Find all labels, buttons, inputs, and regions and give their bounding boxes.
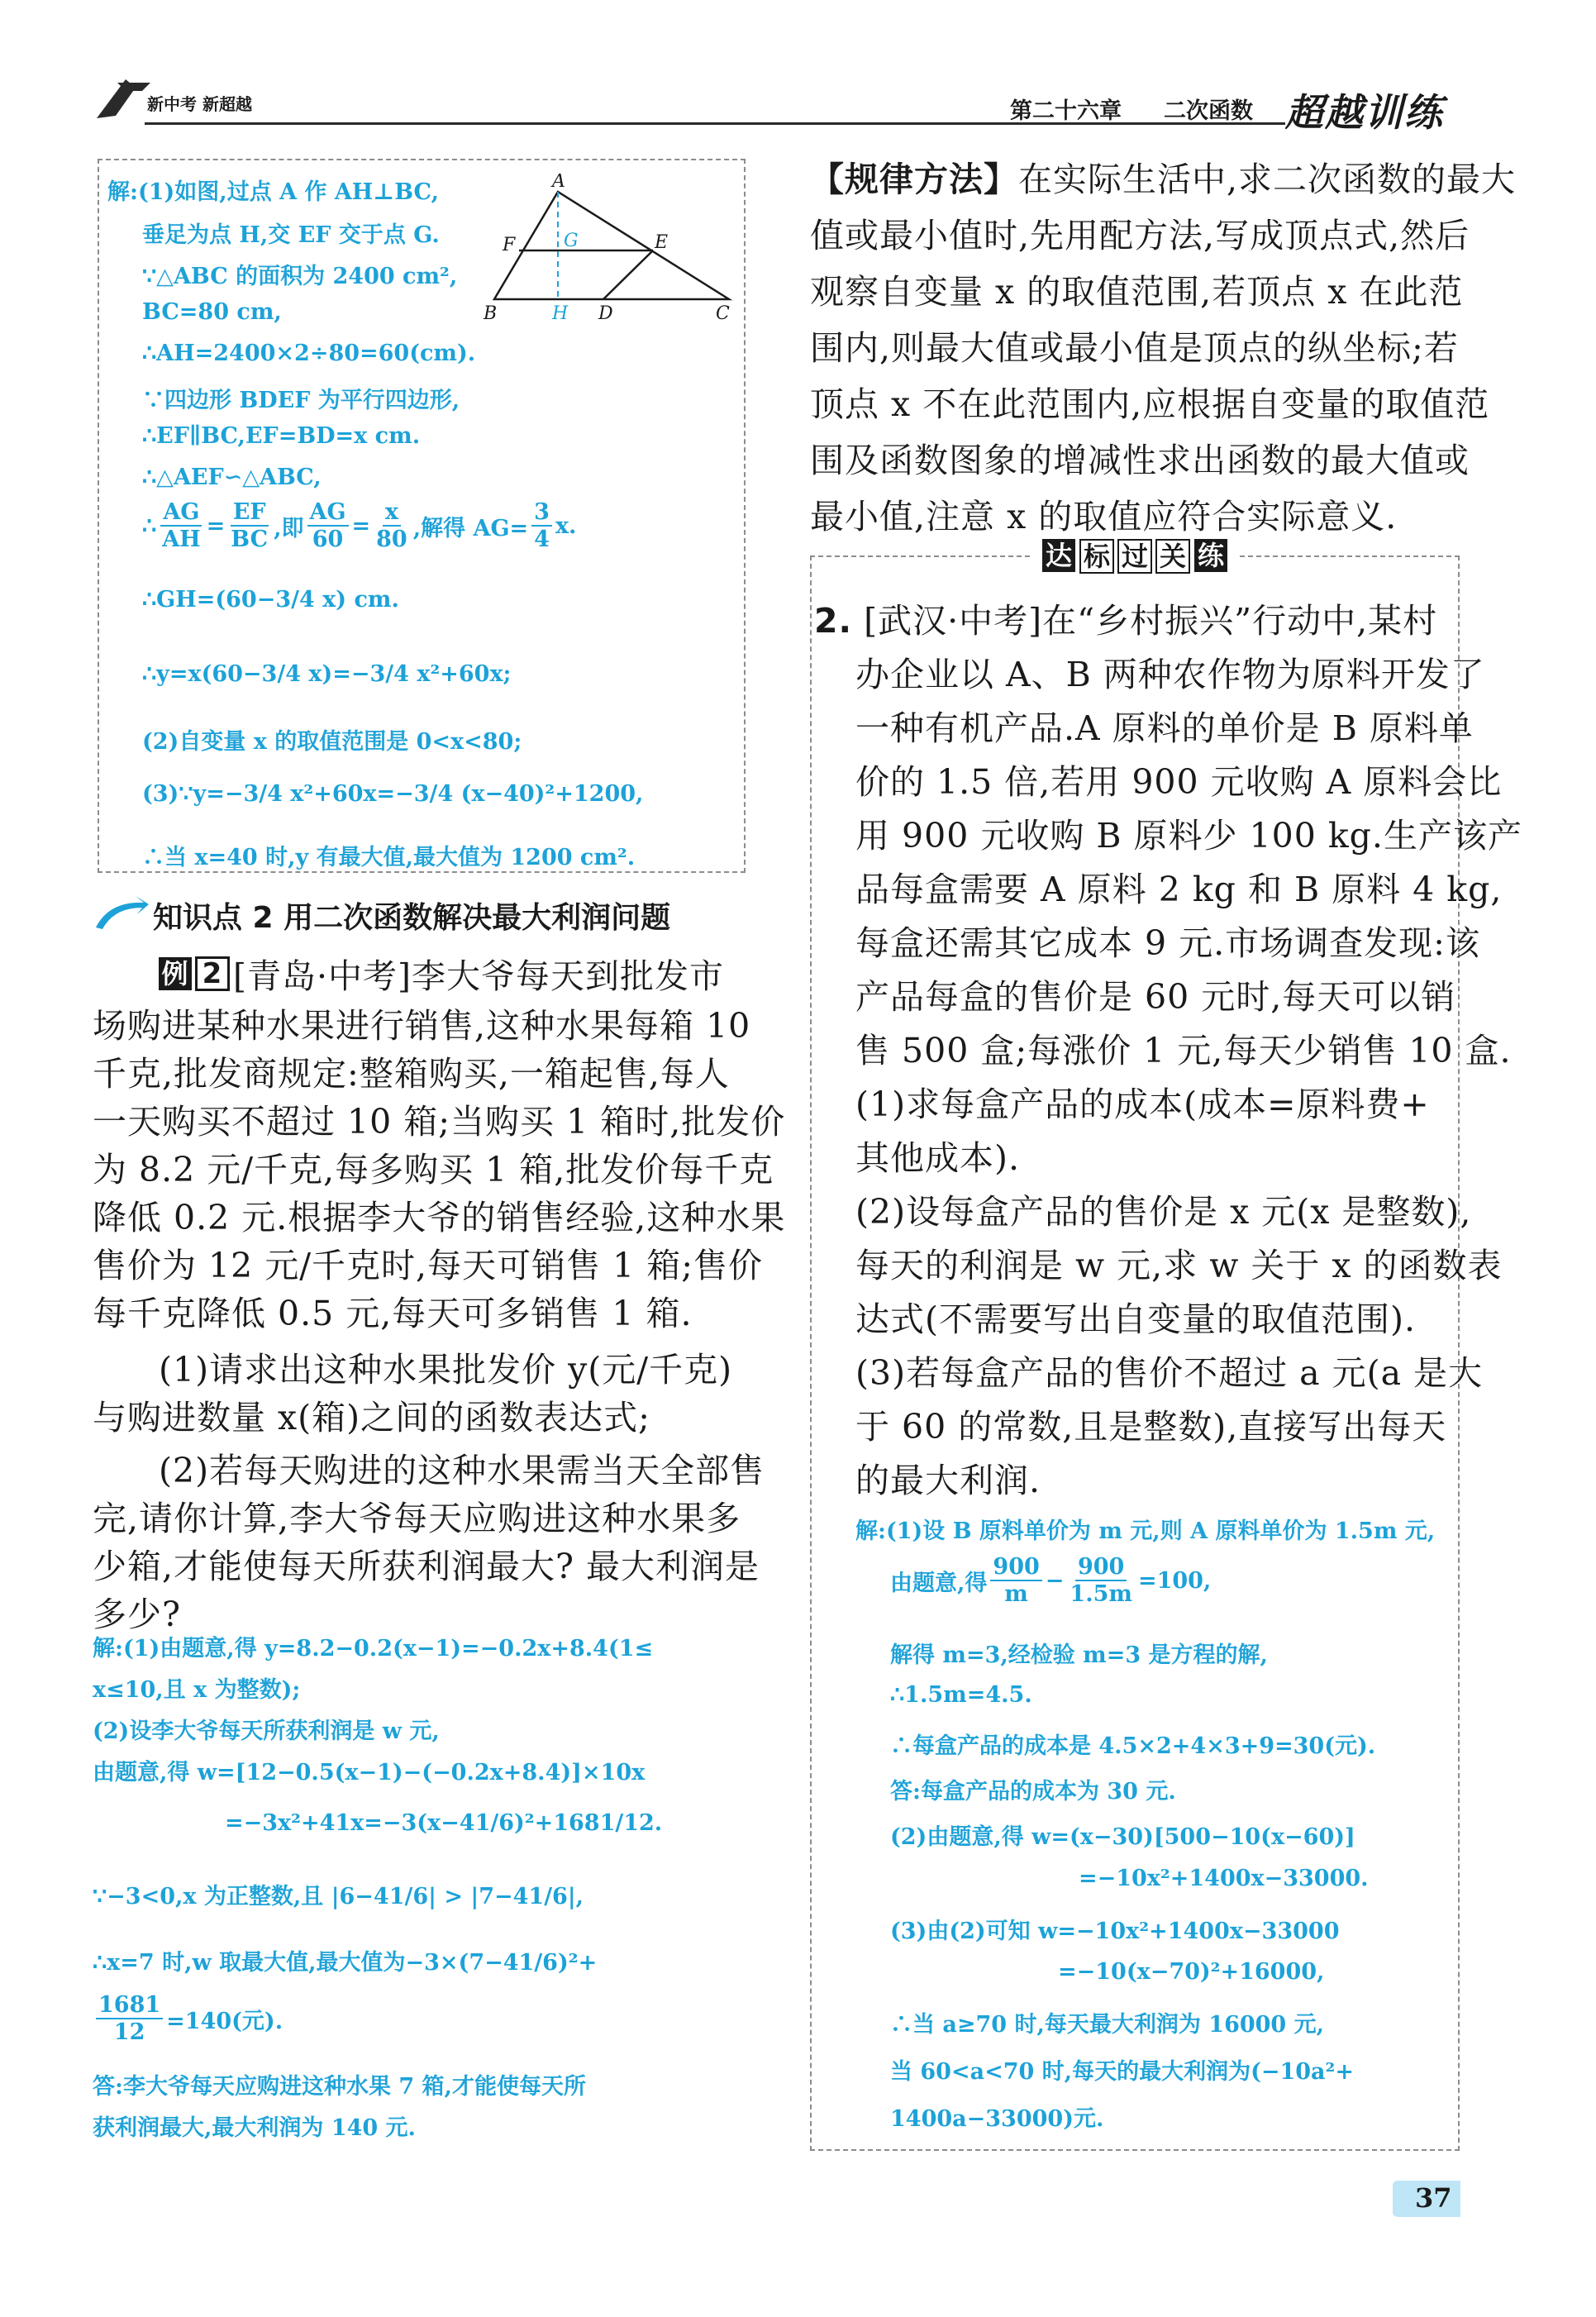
sol1-line-13: ∴当 x=40 时,y 有最大值,最大值为 1200 cm². bbox=[142, 845, 636, 870]
sol2-line-7: ∴x=7 时,w 取最大值,最大值为−3×(7−41/6)²+ bbox=[93, 1950, 598, 1976]
label-g: G bbox=[564, 231, 579, 251]
label-f: F bbox=[503, 235, 516, 255]
sol3-line-8: (2)由题意,得 w=(x−30)[500−10(x−60)] bbox=[890, 1824, 1355, 1850]
sol2-line-2: x≤10,且 x 为整数); bbox=[93, 1677, 301, 1703]
example-first-line: 例 2 [青岛·中考]李大爷每天到批发市 bbox=[159, 949, 724, 998]
q2-line-3: 一种有机产品.A 原料的单价是 B 原料单 bbox=[855, 708, 1474, 748]
sol1-line-10: ∴y=x(60−3/4 x)=−3/4 x²+60x; bbox=[142, 661, 512, 687]
example-line-3: 千克,批发商规定:整箱购买,一箱起售,每人 bbox=[93, 1054, 730, 1094]
q2-line-14: 达式(不需要写出自变量的取值范围). bbox=[855, 1299, 1417, 1339]
q2-line-2: 办企业以 A、B 两种农作物为原料开发了 bbox=[855, 655, 1485, 694]
q2-line-11: 其他成本). bbox=[855, 1138, 1021, 1178]
sol3-line-5: ∴1.5m=4.5. bbox=[890, 1682, 1032, 1708]
sol2-line-1: 解:(1)由题意,得 y=8.2−0.2(x−1)=−0.2x+8.4(1≤ bbox=[93, 1636, 654, 1661]
sol1-ratio-line: ∴ $\frac{AG}{AH}$ = $\frac{EF}{BC}$ ,即 $\frac{AG}{60}$ = $\frac{x}{80}$ ,解得 AG= $\frac{3}{4}$ x. bbox=[142, 499, 577, 552]
practice-title bbox=[1033, 539, 1236, 574]
practice-char-2: 标 bbox=[1079, 539, 1114, 574]
example-line-4: 一天购买不超过 10 箱;当购买 1 箱时,批发价 bbox=[93, 1102, 786, 1142]
method-title: 【规律方法】 bbox=[810, 160, 1018, 199]
label-c: C bbox=[716, 303, 730, 322]
method-line-3: 观察自变量 x 的取值范围,若顶点 x 在此范 bbox=[810, 272, 1464, 312]
method-line-1: 【规律方法】在实际生活中,求二次函数的最大 bbox=[810, 160, 1517, 199]
label-b: B bbox=[484, 303, 498, 322]
sol1-line-12: (3)∵y=−3/4 x²+60x=−3/4 (x−40)²+1200, bbox=[142, 781, 644, 807]
knowledge-arrow-icon bbox=[93, 894, 150, 931]
sol1-line-2: 垂足为点 H,交 EF 交于点 G. bbox=[142, 222, 440, 248]
header-chapter-title: 二次函数 bbox=[1164, 98, 1253, 124]
example-line-2: 场购进某种水果进行销售,这种水果每箱 10 bbox=[93, 1006, 751, 1046]
sol1-line-3: ∵△ABC 的面积为 2400 cm², bbox=[142, 264, 458, 289]
sol3-line-1: 解:(1)设 B 原料单价为 m 元,则 A 原料单价为 1.5m 元, bbox=[855, 1518, 1436, 1544]
sol1-line-4: BC=80 cm, bbox=[142, 299, 282, 325]
q2-line-9: 售 500 盒;每涨价 1 元,每天少销售 10 盒. bbox=[855, 1031, 1512, 1070]
sol3-line-6: ∴每盒产品的成本是 4.5×2+4×3+9=30(元). bbox=[890, 1733, 1376, 1759]
q2-line-1: 2. [武汉·中考]在“乡村振兴”行动中,某村 bbox=[814, 601, 1438, 641]
q2-line-16: 于 60 的常数,且是整数),直接写出每天 bbox=[855, 1407, 1447, 1447]
q2-line-8: 产品每盒的售价是 60 元时,每天可以销 bbox=[855, 977, 1456, 1017]
label-d: D bbox=[598, 303, 613, 322]
example-line-6: 降低 0.2 元.根据李大爷的销售经验,这种水果 bbox=[93, 1198, 786, 1237]
sol2-frac-line: $\frac{1681}{12}$ =140(元). bbox=[93, 1994, 283, 2043]
example-number: 2 bbox=[195, 956, 230, 991]
q2-number: 2. bbox=[814, 601, 853, 641]
sol1-line-11: (2)自变量 x 的取值范围是 0<x<80; bbox=[142, 729, 522, 755]
sol3-line-13: 当 60<a<70 时,每天的最大利润为(−10a²+ bbox=[890, 2059, 1355, 2085]
sol2-line-5: =−3x²+41x=−3(x−41/6)²+1681/12. bbox=[225, 1810, 663, 1836]
label-e: E bbox=[655, 232, 669, 253]
sol1-line-6: ∵四边形 BDEF 为平行四边形, bbox=[142, 388, 460, 413]
example-line-13: 少箱,才能使每天所获利润最大? 最大利润是 bbox=[93, 1547, 760, 1586]
label-h: H bbox=[552, 303, 569, 322]
example-tag: 例 bbox=[159, 957, 192, 990]
sol1-line-9: ∴GH=(60−3/4 x) cm. bbox=[142, 587, 399, 613]
label-a: A bbox=[552, 174, 565, 192]
example-line-10: 与购进数量 x(箱)之间的函数表达式; bbox=[93, 1398, 650, 1437]
sol2-line-9: 答:李大爷每天应购进这种水果 7 箱,才能使每天所 bbox=[93, 2074, 586, 2100]
sol3-line-4: 解得 m=3,经检验 m=3 是方程的解, bbox=[890, 1642, 1268, 1668]
example-line-14: 多少? bbox=[93, 1595, 181, 1634]
method-line-4: 围内,则最大值或最小值是顶点的纵坐标;若 bbox=[810, 328, 1459, 368]
sol2-line-3: (2)设李大爷每天所获利润是 w 元, bbox=[93, 1719, 440, 1744]
sol3-line-14: 1400a−33000)元. bbox=[890, 2106, 1104, 2132]
practice-char-1: 达 bbox=[1042, 539, 1075, 572]
example-line-8: 每千克降低 0.5 元,每天可多销售 1 箱. bbox=[93, 1294, 693, 1333]
method-line-2: 值或最小值时,先用配方法,写成顶点式,然后 bbox=[810, 216, 1470, 255]
page-number: 37 bbox=[1415, 2182, 1452, 2214]
sol3-line-9: =−10x²+1400x−33000. bbox=[1079, 1866, 1369, 1891]
example-line-9: (1)请求出这种水果批发价 y(元/千克) bbox=[159, 1350, 733, 1390]
knowledge-title: 知识点 2 用二次函数解决最大利润问题 bbox=[153, 901, 671, 935]
practice-char-5: 练 bbox=[1194, 539, 1227, 572]
method-line-6: 围及函数图象的增减性求出函数的最大值或 bbox=[810, 441, 1470, 480]
sol1-line-7: ∴EF∥BC,EF=BD=x cm. bbox=[142, 423, 421, 449]
q2-line-5: 用 900 元收购 B 原料少 100 kg.生产该产 bbox=[855, 816, 1522, 856]
method-line-5: 顶点 x 不在此范围内,应根据自变量的取值范 bbox=[810, 384, 1490, 424]
sol2-line-6: ∵−3<0,x 为正整数,且 |6−41/6| > |7−41/6|, bbox=[93, 1884, 584, 1909]
q2-line-4: 价的 1.5 倍,若用 900 元收购 A 原料会比 bbox=[855, 762, 1503, 802]
practice-char-4: 关 bbox=[1155, 539, 1190, 574]
q2-line-13: 每天的利润是 w 元,求 w 关于 x 的函数表 bbox=[855, 1246, 1503, 1285]
sol1-line-1: 解:(1)如图,过点 A 作 AH⊥BC, bbox=[107, 179, 439, 205]
example-line-5: 为 8.2 元/千克,每多购买 1 箱,批发价每千克 bbox=[93, 1150, 774, 1189]
sol2-line-4: 由题意,得 w=[12−0.5(x−1)−(−0.2x+8.4)]×10x bbox=[93, 1760, 646, 1785]
header-brand: 新中考 新超越 bbox=[147, 94, 252, 114]
q2-line-6: 品每盒需要 A 原料 2 kg 和 B 原料 4 kg, bbox=[855, 870, 1503, 909]
sol1-line-5: ∴AH=2400×2÷80=60(cm). bbox=[142, 341, 476, 366]
practice-char-3: 过 bbox=[1117, 539, 1152, 574]
example-line-7: 售价为 12 元/千克时,每天可销售 1 箱;售价 bbox=[93, 1246, 764, 1285]
segment-ed bbox=[603, 250, 653, 299]
sol3-line-11: =−10(x−70)²+16000, bbox=[1058, 1959, 1325, 1985]
header-chapter: 第二十六章 bbox=[1010, 98, 1122, 124]
sol2-line-10: 获利润最大,最大利润为 140 元. bbox=[93, 2115, 416, 2141]
triangle-figure bbox=[479, 174, 736, 322]
sol3-frac-line: 由题意,得 $\frac{900}{m}$ − $\frac{900}{1.5m}$ =100, bbox=[890, 1554, 1212, 1607]
example-line-12: 完,请你计算,李大爷每天应购进这种水果多 bbox=[93, 1499, 741, 1538]
q2-line-10: (1)求每盒产品的成本(成本=原料费+ bbox=[855, 1085, 1430, 1124]
sol3-line-12: ∴当 a≥70 时,每天最大利润为 16000 元, bbox=[890, 2012, 1325, 2038]
sol3-line-10: (3)由(2)可知 w=−10x²+1400x−33000 bbox=[890, 1919, 1340, 1944]
header-series-title: 超越训练 bbox=[1285, 90, 1444, 135]
q2-line-12: (2)设每盒产品的售价是 x 元(x 是整数), bbox=[855, 1192, 1472, 1232]
q2-line-15: (3)若每盒产品的售价不超过 a 元(a 是大 bbox=[855, 1353, 1484, 1393]
sol3-line-7: 答:每盒产品的成本为 30 元. bbox=[890, 1779, 1176, 1804]
q2-line-17: 的最大利润. bbox=[855, 1461, 1041, 1500]
triangle-abc bbox=[494, 192, 729, 299]
method-line-7: 最小值,注意 x 的取值应符合实际意义. bbox=[810, 497, 1398, 536]
sol1-line-8: ∴△AEF∽△ABC, bbox=[142, 465, 322, 490]
q2-line-7: 每盒还需其它成本 9 元.市场调查发现:该 bbox=[855, 923, 1480, 963]
example-line-11: (2)若每天购进的这种水果需当天全部售 bbox=[159, 1451, 765, 1490]
